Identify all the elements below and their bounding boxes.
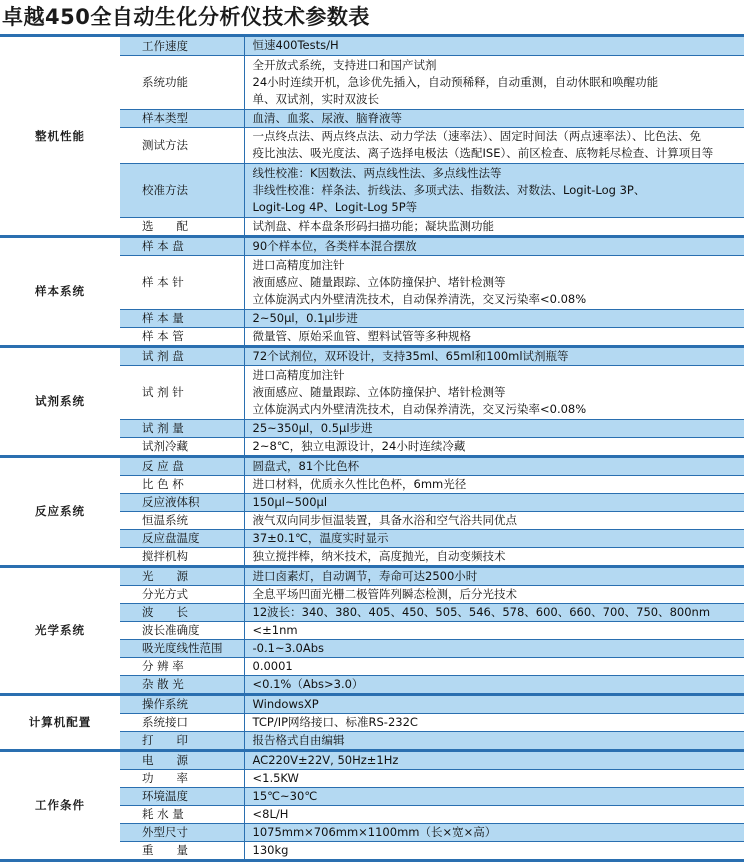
spec-value-line: 25~350μl，0.5μl步进	[252, 420, 373, 435]
spec-value	[244, 750, 744, 769]
spec-label: 试 剂 盘	[120, 346, 244, 365]
spec-value	[244, 365, 744, 419]
spec-row	[0, 37, 744, 55]
section-category: 计算机配置	[0, 694, 120, 750]
spec-value-line: 1075mm×706mm×1100mm（长×宽×高）	[252, 824, 497, 839]
spec-row	[0, 456, 744, 475]
spec-value-line: 130kg	[252, 842, 289, 857]
spec-value	[244, 37, 744, 55]
spec-value	[244, 713, 744, 731]
spec-label: 波 长	[120, 603, 244, 621]
spec-label: 环境温度	[120, 787, 244, 805]
spec-value-line: 线性校准：K因数法、两点线性法、多点线性法等	[252, 165, 502, 180]
spec-label: 样 本 针	[120, 255, 244, 309]
spec-label: 搅拌机构	[120, 547, 244, 566]
spec-value	[244, 127, 744, 163]
spec-value-line: 独立搅拌棒，纳米技术，高度抛光，自动变频技术	[252, 548, 506, 563]
spec-value-line: 圆盘式，81个比色杯	[252, 458, 360, 473]
spec-value	[244, 787, 744, 805]
section-category: 样本系统	[0, 236, 120, 346]
spec-value-line: 进口材料，优质永久性比色杯，6mm光径	[252, 476, 467, 491]
spec-table-body	[0, 37, 744, 860]
spec-value	[244, 346, 744, 365]
spec-value	[244, 163, 744, 217]
spec-table	[0, 37, 744, 862]
spec-value	[244, 109, 744, 127]
spec-value-line: TCP/IP网络接口、标准RS-232C	[252, 714, 418, 729]
spec-value	[244, 805, 744, 823]
spec-label: 杂 散 光	[120, 675, 244, 694]
spec-label: 校准方法	[120, 163, 244, 217]
spec-value-line: 一点终点法、两点终点法、动力学法（速率法）、固定时间法（两点速率法）、比色法、免	[252, 129, 701, 143]
spec-value-line: 液面感应、随量跟踪、立体防撞保护、堵针检测等	[252, 274, 506, 289]
spec-value-line: 全开放式系统，支持进口和国产试剂	[252, 57, 437, 72]
spec-value-line: AC220V±22V, 50Hz±1Hz	[252, 752, 399, 767]
spec-label: 分 辨 率	[120, 657, 244, 675]
spec-label: 重 量	[120, 841, 244, 860]
spec-value	[244, 456, 744, 475]
spec-label: 试 剂 量	[120, 419, 244, 437]
spec-value	[244, 327, 744, 346]
spec-label: 样本类型	[120, 109, 244, 127]
spec-value-line: 液气双向同步恒温装置，具备水浴和空气浴共同优点	[252, 512, 517, 527]
spec-label: 反应液体积	[120, 493, 244, 511]
spec-label: 电 源	[120, 750, 244, 769]
spec-value	[244, 566, 744, 585]
spec-value	[244, 694, 744, 713]
spec-value-line: <±1nm	[252, 622, 298, 637]
spec-label: 操作系统	[120, 694, 244, 713]
spec-value-line: 150μl~500μl	[252, 494, 328, 509]
page-title: 卓越450全自动生化分析仪技术参数表	[2, 5, 370, 29]
spec-value	[244, 841, 744, 860]
section-category: 试剂系统	[0, 346, 120, 456]
spec-value-line: 非线性校准：样条法、折线法、多项式法、指数法、对数法、Logit-Log 3P、	[252, 182, 646, 197]
spec-label: 样 本 管	[120, 327, 244, 346]
spec-value	[244, 419, 744, 437]
section-category: 整机性能	[0, 37, 120, 236]
spec-value-line: 90个样本位，各类样本混合摆放	[252, 238, 417, 253]
spec-value-line: <8L/H	[252, 806, 289, 821]
spec-label: 样 本 量	[120, 309, 244, 327]
spec-value	[244, 437, 744, 456]
spec-value-line: 单、双试剂，实时双波长	[252, 91, 379, 106]
spec-label: 分光方式	[120, 585, 244, 603]
spec-value-line: 血清、血浆、尿液、脑脊液等	[252, 110, 402, 125]
spec-row	[0, 750, 744, 769]
spec-label: 恒温系统	[120, 511, 244, 529]
spec-row	[0, 346, 744, 365]
spec-value	[244, 236, 744, 255]
spec-value	[244, 475, 744, 493]
spec-value-line: 2~8℃，独立电源设计，24小时连续冷藏	[252, 438, 466, 453]
section-category: 工作条件	[0, 750, 120, 860]
spec-label: 外型尺寸	[120, 823, 244, 841]
spec-value-line: 2~50μl，0.1μl步进	[252, 310, 358, 325]
spec-value	[244, 603, 744, 621]
spec-value-line: <0.1%（Abs>3.0）	[252, 676, 364, 691]
spec-label: 反应盘温度	[120, 529, 244, 547]
spec-label: 打 印	[120, 731, 244, 750]
spec-value-line: 15℃~30℃	[252, 788, 318, 803]
spec-label: 功 率	[120, 769, 244, 787]
spec-label: 测试方法	[120, 127, 244, 163]
spec-value-line: 24小时连续开机，急诊优先插入，自动预稀释，自动重测，自动休眠和唤醒功能	[252, 74, 659, 89]
spec-label: 光 源	[120, 566, 244, 585]
spec-value	[244, 529, 744, 547]
spec-value-line: 37±0.1℃，温度实时显示	[252, 530, 389, 545]
spec-value	[244, 547, 744, 566]
spec-value-line: 12波长：340、380、405、450、505、546、578、600、660、700、750、800nm	[252, 604, 711, 619]
spec-row	[0, 694, 744, 713]
spec-value-line: 0.0001	[252, 658, 293, 673]
spec-value	[244, 255, 744, 309]
spec-value-line: WindowsXP	[252, 696, 319, 711]
spec-value-line: Logit-Log 4P、Logit-Log 5P等	[252, 199, 418, 214]
spec-value-line: 恒速400Tests/H	[252, 38, 339, 53]
spec-value-line: 疫比浊法、吸光度法、离子选择电极法（选配ISE）、前区检查、底物耗尽检查、计算项目等	[252, 146, 714, 160]
spec-value-line: 液面感应、随量跟踪、立体防撞保护、堵针检测等	[252, 384, 506, 399]
spec-label: 试剂冷藏	[120, 437, 244, 456]
spec-value-line: 微量管、原始采血管、塑料试管等多种规格	[252, 328, 471, 343]
spec-label: 工作速度	[120, 37, 244, 55]
spec-value	[244, 639, 744, 657]
spec-value-line: 进口高精度加注针	[252, 257, 345, 272]
spec-value-line: 立体旋涡式内外壁清洗技术，自动保养清洗，交叉污染率<0.08%	[252, 291, 587, 306]
spec-label: 波长准确度	[120, 621, 244, 639]
spec-label: 试 剂 针	[120, 365, 244, 419]
spec-label: 样 本 盘	[120, 236, 244, 255]
spec-value	[244, 675, 744, 694]
spec-value	[244, 55, 744, 109]
spec-label: 选 配	[120, 217, 244, 236]
spec-value	[244, 621, 744, 639]
spec-value	[244, 731, 744, 750]
spec-value-line: 立体旋涡式内外壁清洗技术，自动保养清洗，交叉污染率<0.08%	[252, 401, 587, 416]
spec-row	[0, 236, 744, 255]
spec-value-line: 试剂盘、样本盘条形码扫描功能；凝块监测功能	[252, 218, 494, 233]
section-category: 反应系统	[0, 456, 120, 566]
spec-value	[244, 823, 744, 841]
spec-value-line: <1.5KW	[252, 770, 299, 785]
spec-label: 系统接口	[120, 713, 244, 731]
spec-value	[244, 769, 744, 787]
spec-label: 反 应 盘	[120, 456, 244, 475]
spec-value	[244, 217, 744, 236]
spec-value-line: 进口卤素灯，自动调节，寿命可达2500小时	[252, 568, 478, 583]
spec-label: 耗 水 量	[120, 805, 244, 823]
section-category: 光学系统	[0, 566, 120, 694]
spec-value	[244, 585, 744, 603]
spec-label: 系统功能	[120, 55, 244, 109]
spec-value	[244, 493, 744, 511]
spec-value	[244, 309, 744, 327]
spec-value	[244, 511, 744, 529]
spec-value-line: 报告格式自由编辑	[252, 732, 345, 747]
spec-value-line: -0.1~3.0Abs	[252, 640, 325, 655]
spec-value	[244, 657, 744, 675]
spec-value-line: 进口高精度加注针	[252, 367, 345, 382]
spec-label: 吸光度线性范围	[120, 639, 244, 657]
spec-value-line: 全息平场凹面光栅二极管阵列瞬态检测，后分光技术	[252, 586, 517, 601]
spec-row	[0, 566, 744, 585]
spec-value-line: 72个试剂位，双环设计，支持35ml、65ml和100ml试剂瓶等	[252, 348, 569, 363]
spec-label: 比 色 杯	[120, 475, 244, 493]
